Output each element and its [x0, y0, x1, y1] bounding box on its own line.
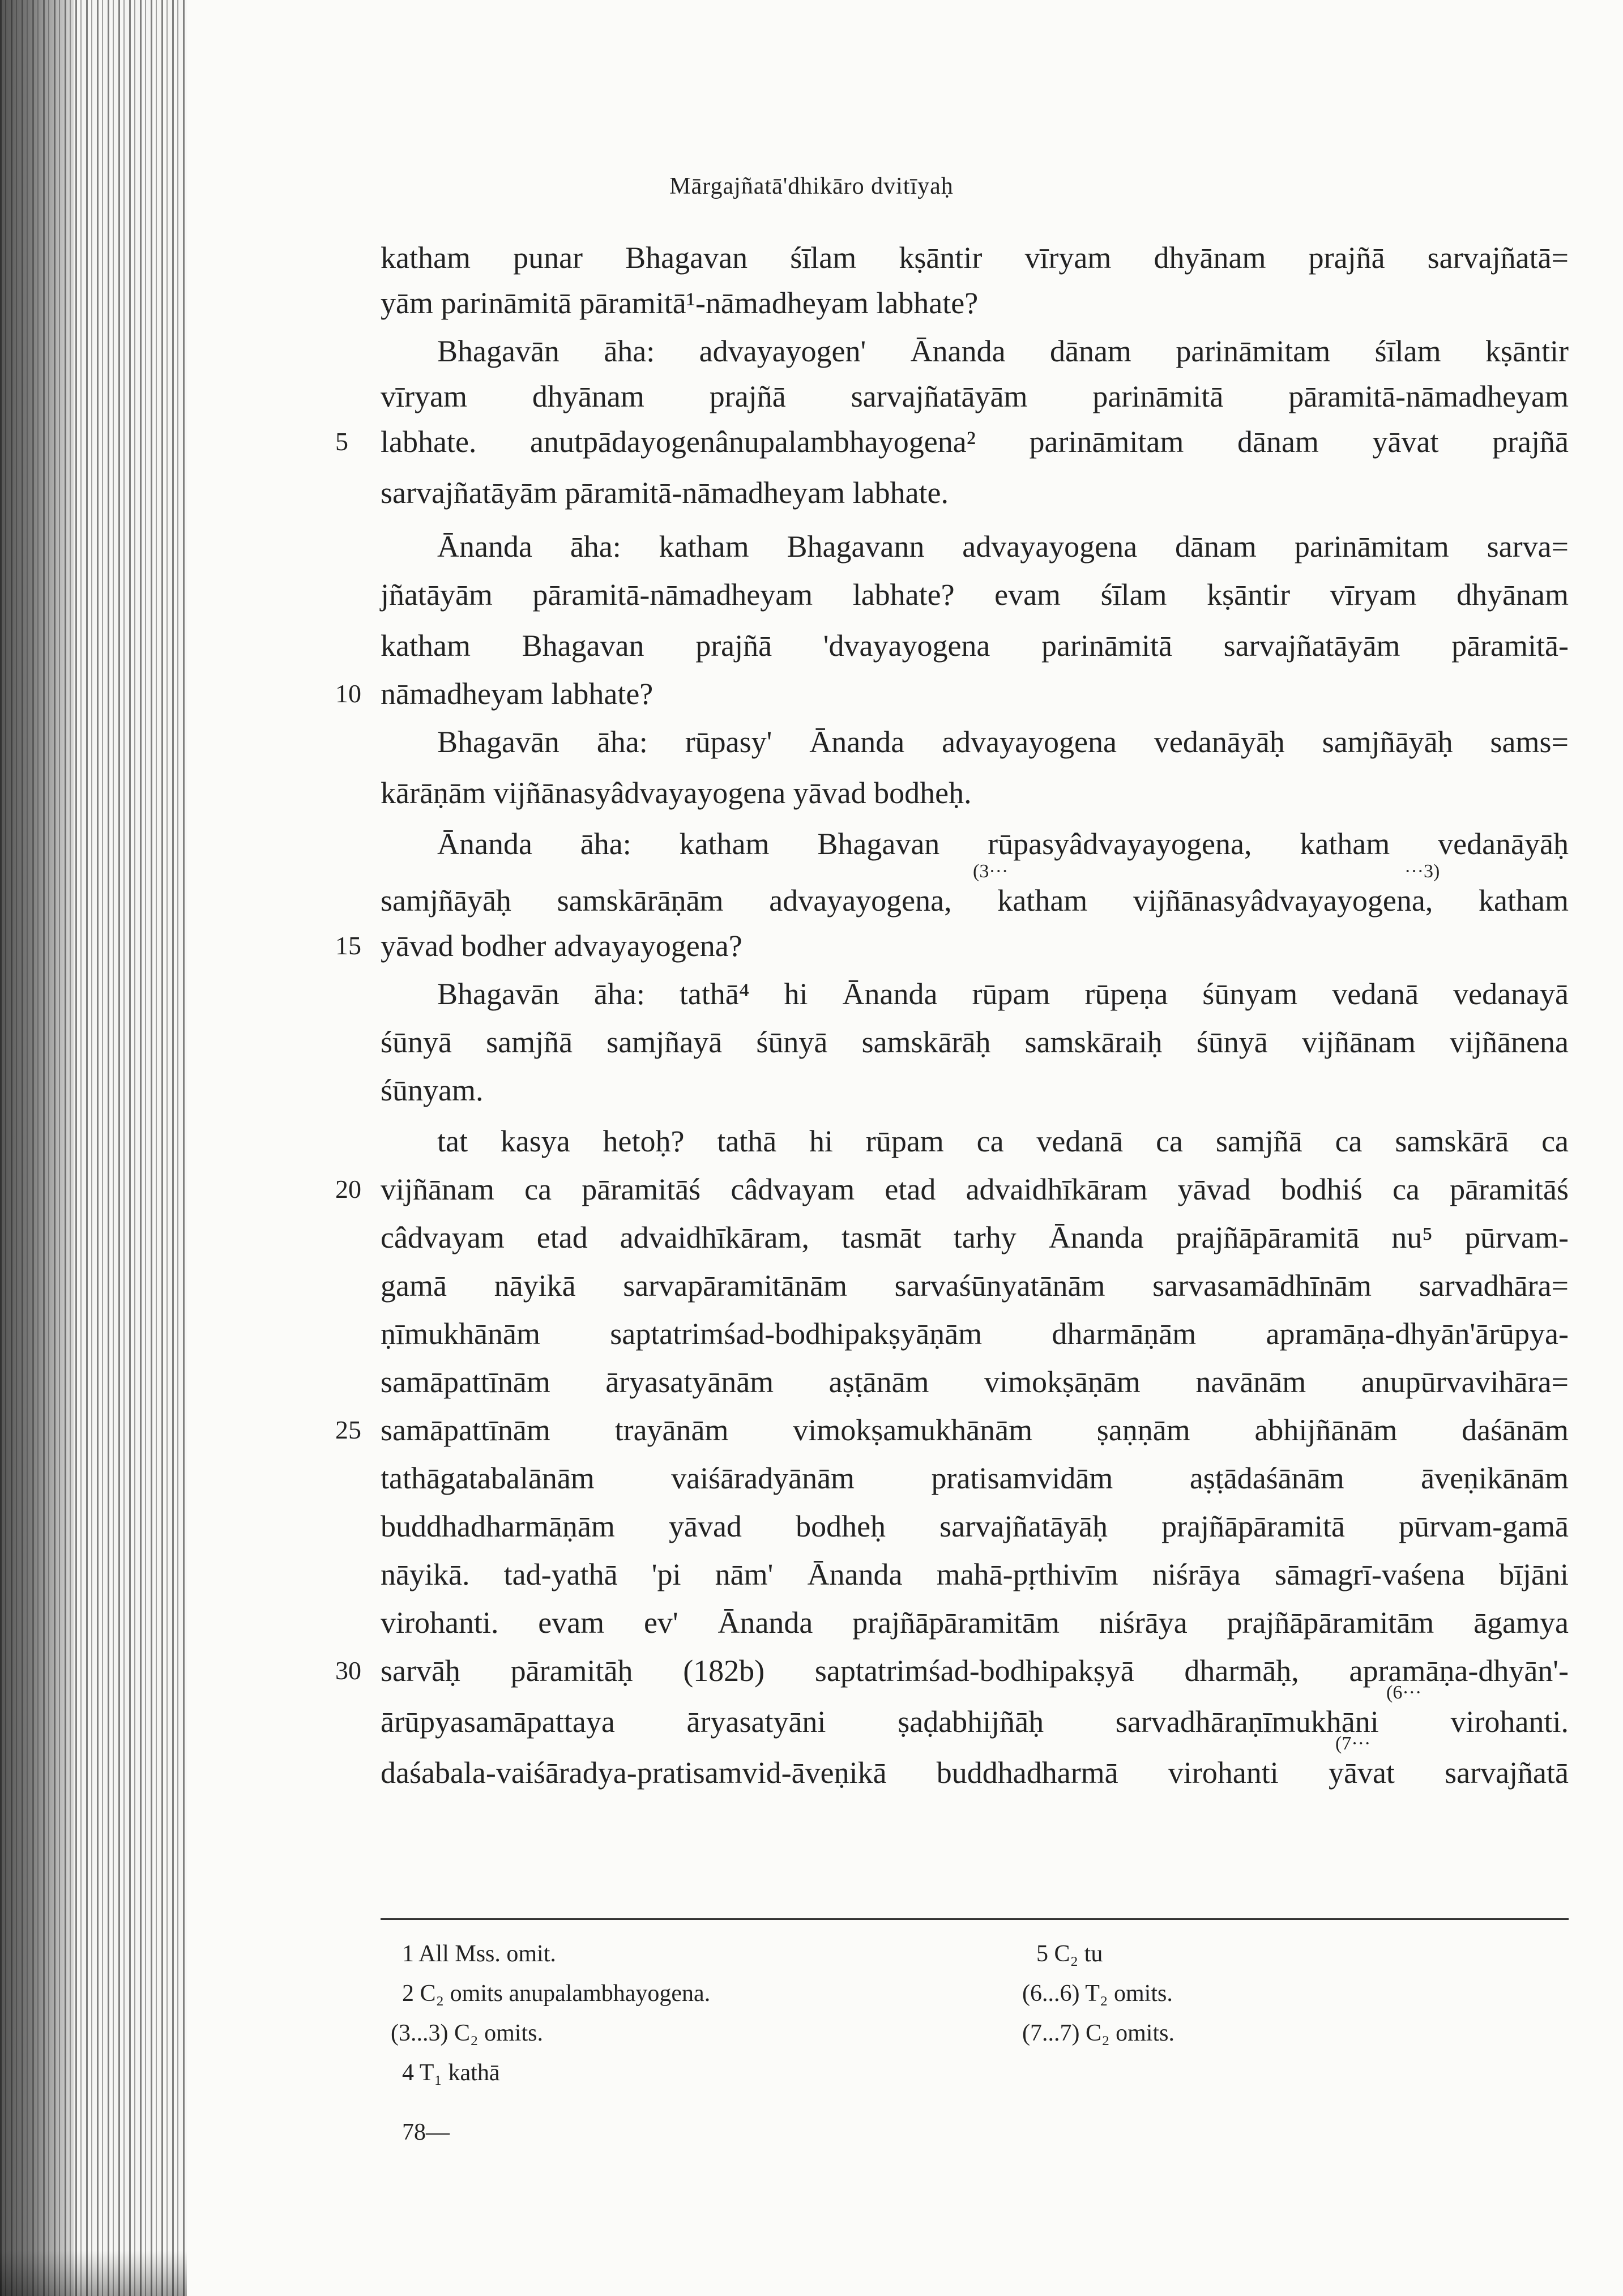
footnote-rule [381, 1918, 1569, 1920]
text-line: samāpattīnām trayānām vimokṣamukhānām ṣaṇṇām abhijñānām daśānām [381, 1413, 1569, 1447]
text-line: yām parināmitā pāramitā¹-nāmadheyam labhate? [381, 286, 979, 320]
text-line: nāyikā. tad-yathā 'pi nām' Ānanda mahā-pṛthivīm niśrāya sāmagrī-vaśena bījāni [381, 1557, 1569, 1591]
running-header: Mārgajñatā'dhikāro dvitīyaḥ [669, 173, 954, 199]
footnote: 1 All Mss. omit. [402, 1941, 556, 1967]
text-line: samāpattīnām āryasatyānām aṣṭānām vimokṣāṇām navānām anupūrvavihāra= [381, 1365, 1569, 1399]
text-line: Bhagavān āha: tathā⁴ hi Ānanda rūpam rūpeṇa śūnyam vedanā vedanayā [437, 977, 1569, 1011]
line-number: 15 [335, 931, 361, 960]
variant-marker-open: (3··· [973, 861, 1009, 882]
line-number: 25 [335, 1415, 361, 1444]
text-line: jñatāyām pāramitā-nāmadheyam labhate? evam śīlam kṣāntir vīryam dhyānam [381, 578, 1569, 612]
book-spine-edge [0, 0, 74, 2296]
text-line: tat kasya hetoḥ? tathā hi rūpam ca vedanā ca samjñā ca samskārā ca [437, 1124, 1569, 1158]
text-line: katham punar Bhagavan śīlam kṣāntir vīryam dhyānam prajñā sarvajñatā= [381, 241, 1569, 275]
text-line: tathāgatabalānām vaiśāradyānām pratisamvidām aṣṭādaśānām āveṇikānām [381, 1461, 1569, 1495]
text-line: śūnyā samjñā samjñayā śūnyā samskārāḥ samskāraiḥ śūnyā vijñānam vijñānena [381, 1025, 1569, 1059]
footnote: 4 T₁ kathā [402, 2060, 500, 2086]
text-line: buddhadharmāṇām yāvad bodheḥ sarvajñatāyāḥ prajñāpāramitā pūrvam-gamā [381, 1509, 1569, 1543]
page-number: 78— [402, 2119, 450, 2145]
variant-marker-close: ···3) [1404, 861, 1440, 882]
variant-marker-open: (7··· [1335, 1733, 1371, 1754]
text-line: Bhagavān āha: advayayogen' Ānanda dānam parināmitam śīlam kṣāntir [437, 334, 1569, 368]
text-line: kārāṇām vijñānasyâdvayayogena yāvad bodheḥ. [381, 776, 972, 810]
footnote: 2 C₂ omits anupalambhayogena. [402, 1981, 711, 2007]
text-line: Ānanda āha: katham Bhagavann advayayogena dānam parināmitam sarva= [437, 530, 1569, 564]
text-line: vīryam dhyānam prajñā sarvajñatāyām parināmitā pāramitā-nāmadheyam [381, 379, 1569, 413]
line-number: 10 [335, 679, 361, 708]
book-binding-bottom-shadow [0, 2251, 187, 2296]
text-line: câdvayam etad advaidhīkāram, tasmāt tarhy Ānanda prajñāpāramitā nu⁵ pūrvam- [381, 1220, 1569, 1254]
text-line: nāmadheyam labhate? [381, 677, 654, 711]
text-line: śūnyam. [381, 1073, 484, 1107]
text-line: yāvad bodher advayayogena? [381, 929, 742, 963]
text-line: sarvajñatāyām pāramitā-nāmadheyam labhate. [381, 476, 949, 510]
line-number: 30 [335, 1656, 361, 1685]
text-line: katham Bhagavan prajñā 'dvayayogena parināmitā sarvajñatāyām pāramitā- [381, 629, 1569, 663]
text-line: sarvāḥ pāramitāḥ (182b) saptatrimśad-bodhipakṣyā dharmāḥ, apramāṇa-dhyān'- [381, 1654, 1569, 1688]
line-number: 20 [335, 1175, 361, 1204]
footnote: (3...3) C₂ omits. [391, 2020, 543, 2046]
text-line: gamā nāyikā sarvapāramitānām sarvaśūnyatānām sarvasamādhīnām sarvadhāra= [381, 1269, 1569, 1303]
text-line: labhate. anutpādayogenânupalambhayogena² parināmitam dānam yāvat prajñā [381, 425, 1569, 459]
text-line: virohanti. evam ev' Ānanda prajñāpāramitām niśrāya prajñāpāramitām āgamya [381, 1606, 1569, 1640]
text-line: daśabala-vaiśāradya-pratisamvid-āveṇikā buddhadharmā virohanti yāvat sarvajñatā [381, 1756, 1569, 1790]
text-line: samjñāyāḥ samskārāṇām advayayogena, katham vijñānasyâdvayayogena, katham [381, 884, 1569, 917]
text-line: ārūpyasamāpattaya āryasatyāni ṣaḍabhijñāḥ sarvadhāraṇīmukhāni virohanti. [381, 1705, 1569, 1739]
variant-marker-open: (6··· [1386, 1682, 1422, 1703]
text-line: Bhagavān āha: rūpasy' Ānanda advayayogena vedanāyāḥ samjñāyāḥ sams= [437, 725, 1569, 759]
line-number: 5 [335, 427, 348, 456]
footnote: 5 C₂ tu [1036, 1941, 1103, 1967]
text-line: vijñānam ca pāramitāś câdvayam etad advaidhīkāram yāvad bodhiś ca pāramitāś [381, 1172, 1569, 1206]
footnote: (6...6) T₂ omits. [1022, 1981, 1173, 2007]
footnote: (7...7) C₂ omits. [1022, 2020, 1174, 2046]
text-line: Ānanda āha: katham Bhagavan rūpasyâdvayayogena, katham vedanāyāḥ [437, 827, 1569, 861]
text-line: ṇīmukhānām saptatrimśad-bodhipakṣyāṇām dharmāṇām apramāṇa-dhyān'ārūpya- [381, 1317, 1569, 1351]
